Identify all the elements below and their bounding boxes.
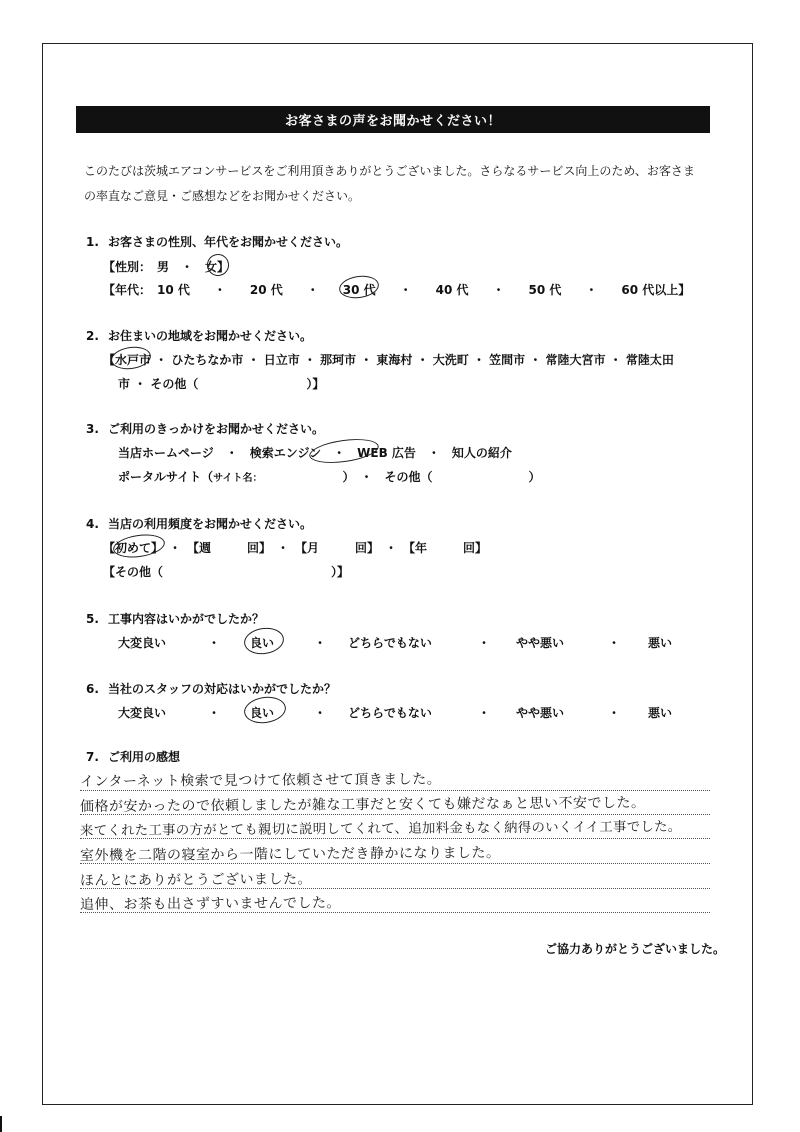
handwritten-comment-2: 価格が安かったので依頼しましたが雑な工事だと安くても嫌だなぁと思い不安でした。 — [79, 795, 646, 815]
handwritten-comment-3: 来てくれた工事の方がとても親切に説明してくれて、追加料金もなく納得のいくイイ工事でした。 — [79, 819, 682, 839]
question-3-number: 3. — [86, 422, 99, 436]
question-5-title — [86, 610, 264, 627]
q2-area-line-2: 市 ・ その他（ ）】 — [118, 377, 325, 391]
question-1-title — [86, 233, 348, 250]
handwritten-comment-4: 室外機を二階の寝室から一階にしていただき静かになりました。 — [79, 845, 501, 864]
question-4-number: 4. — [86, 517, 99, 531]
question-4-title — [86, 515, 312, 532]
q5-separator-1: ・ — [208, 636, 221, 650]
question-5-text: 工事内容はいかがでしたか？ — [108, 612, 265, 626]
q1-age-line: 【年代： 10 代 ・ 20 代 ・ 30 代 ・ 40 代 ・ 50 代 ・ 60 代以上】 — [103, 283, 691, 297]
question-5-number: 5. — [86, 612, 99, 626]
question-4-text: 当店の利用頻度をお聞かせください。 — [108, 517, 313, 531]
q6-option-good: 良い — [250, 706, 275, 720]
question-7-text: ご利用の感想 — [108, 750, 181, 764]
q3-site-name-label: サイト名： — [213, 473, 263, 484]
q6-separator-2: ・ — [314, 706, 327, 720]
q5-option-good: 良い — [250, 636, 275, 650]
q6-option-neutral: どちらでもない — [348, 706, 432, 720]
handwritten-comment-5: ほんとにありがとうございました。 — [79, 871, 313, 889]
q6-separator-1: ・ — [208, 706, 221, 720]
header-bar — [76, 106, 710, 133]
q5-separator-4: ・ — [608, 636, 621, 650]
q1-gender-line: 【性別： 男 ・ 女】 — [103, 260, 230, 274]
handwritten-comment-1: インターネット検索で見つけて依頼させて頂きました。 — [79, 771, 442, 790]
q4-frequency-line-2: 【その他（ ）】 — [103, 565, 350, 579]
q3-other-label: ） ・ その他（ ） — [342, 470, 541, 484]
intro-line-1: このたびは茨城エアコンサービスをご利用頂きありがとうございました。さらなるサービス向上のため、お客さま — [84, 164, 695, 178]
q3-trigger-line-1: 当店ホームページ ・ 検索エンジン ・ WEB 広告 ・ 知人の紹介 — [118, 446, 512, 460]
question-7-title — [86, 748, 180, 765]
question-2-title — [86, 327, 312, 344]
q3-trigger-line-2 — [118, 468, 541, 485]
q6-option-very-good: 大変良い — [118, 706, 167, 720]
intro-line-2: の率直なご意見・ご感想などをお聞かせください。 — [84, 189, 361, 203]
q6-separator-4: ・ — [608, 706, 621, 720]
question-6-text: 当社のスタッフの対応はいかがでしたか？ — [108, 682, 337, 696]
q6-option-somewhat-bad: やや悪い — [516, 706, 565, 720]
q2-area-line-1: 【水戸市 ・ ひたちなか市 ・ 日立市 ・ 那珂市 ・ 東海村 ・ 大洗町 ・ 笠間市 ・ 常陸大宮市 ・ 常陸太田 — [103, 353, 674, 367]
question-6-title — [86, 680, 336, 697]
intro-text — [84, 159, 744, 209]
scan-edge-mark — [0, 1116, 2, 1132]
header-title: お客さまの声をお聞かせください！ — [284, 114, 501, 129]
q5-option-very-good: 大変良い — [118, 636, 167, 650]
q5-separator-2: ・ — [314, 636, 327, 650]
question-6-number: 6. — [86, 682, 99, 696]
question-1-text: お客さまの性別、年代をお聞かせください。 — [108, 235, 349, 249]
handwritten-comment-6: 追伸、お茶も出さずすいませんでした。 — [79, 895, 342, 913]
q4-frequency-line-1: 【初めて】 ・ 【週 回】 ・ 【月 回】 ・ 【年 回】 — [103, 541, 488, 555]
question-2-number: 2. — [86, 329, 99, 343]
question-2-text: お住まいの地域をお聞かせください。 — [108, 329, 313, 343]
q6-option-bad: 悪い — [648, 706, 673, 720]
q3-portal-label: ポータルサイト（ — [118, 470, 214, 484]
q5-option-neutral: どちらでもない — [348, 636, 432, 650]
question-1-number: 1. — [86, 235, 99, 249]
question-3-text: ご利用のきっかけをお聞かせください。 — [108, 422, 325, 436]
q5-option-bad: 悪い — [648, 636, 673, 650]
question-3-title — [86, 420, 324, 437]
q5-option-somewhat-bad: やや悪い — [516, 636, 565, 650]
thanks-message: ご協力ありがとうございました。 — [545, 942, 726, 956]
question-7-number: 7. — [86, 750, 99, 764]
q5-separator-3: ・ — [478, 636, 491, 650]
q6-separator-3: ・ — [478, 706, 491, 720]
